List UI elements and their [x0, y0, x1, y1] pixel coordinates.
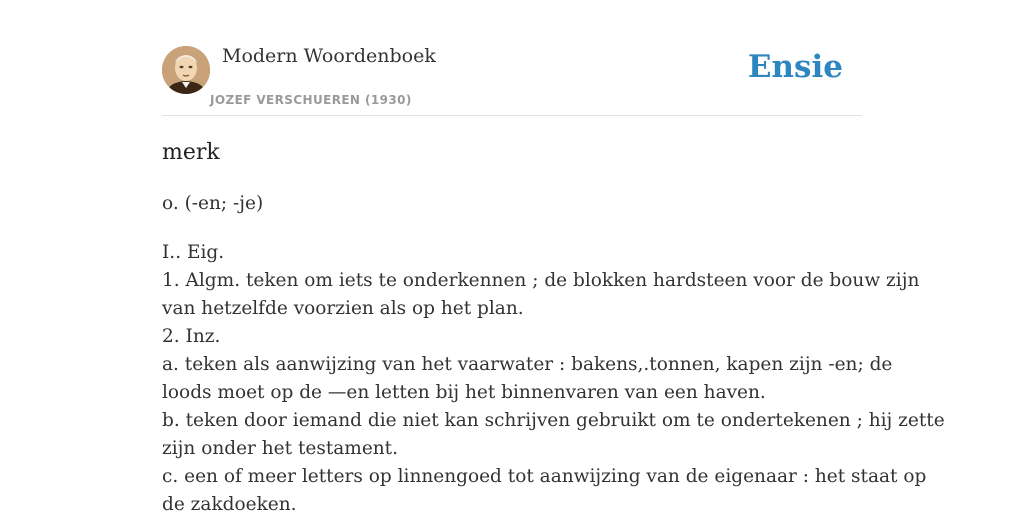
definition-line: de zakdoeken.: [162, 494, 297, 512]
author-avatar: [162, 46, 210, 94]
header-divider: [162, 115, 862, 116]
grammar-info: o. (-en; -je): [162, 193, 264, 214]
definition-line: b. teken door iemand die niet kan schrijven gebruikt om te ondertekenen ; hij zette: [162, 410, 945, 431]
definition-line: 1. Algm. teken om iets te onderkennen ; de blokken hardsteen voor de bouw zijn: [162, 270, 920, 291]
definition-line: van hetzelfde voorzien als op het plan.: [162, 298, 524, 319]
headword: merk: [162, 140, 220, 165]
definition-line: zijn onder het testament.: [162, 438, 399, 459]
definition-line: loods moet op de —en letten bij het binnenvaren van een haven.: [162, 382, 766, 403]
definition-line: a. teken als aanwijzing van het vaarwater : bakens,.tonnen, kapen zijn -en; de: [162, 354, 893, 375]
author-name: JOZEF VERSCHUEREN (1930): [210, 93, 412, 107]
definition-text: [162, 239, 945, 512]
book-title[interactable]: Modern Woordenboek: [222, 45, 436, 67]
definition-line: I.. Eig.: [162, 242, 225, 263]
ensie-logo[interactable]: Ensie: [747, 49, 843, 85]
definition-line: c. een of meer letters op linnengoed tot aanwijzing van de eigenaar : het staat op: [162, 466, 927, 487]
definition-line: 2. Inz.: [162, 326, 221, 347]
author-portrait-icon: [162, 46, 210, 94]
